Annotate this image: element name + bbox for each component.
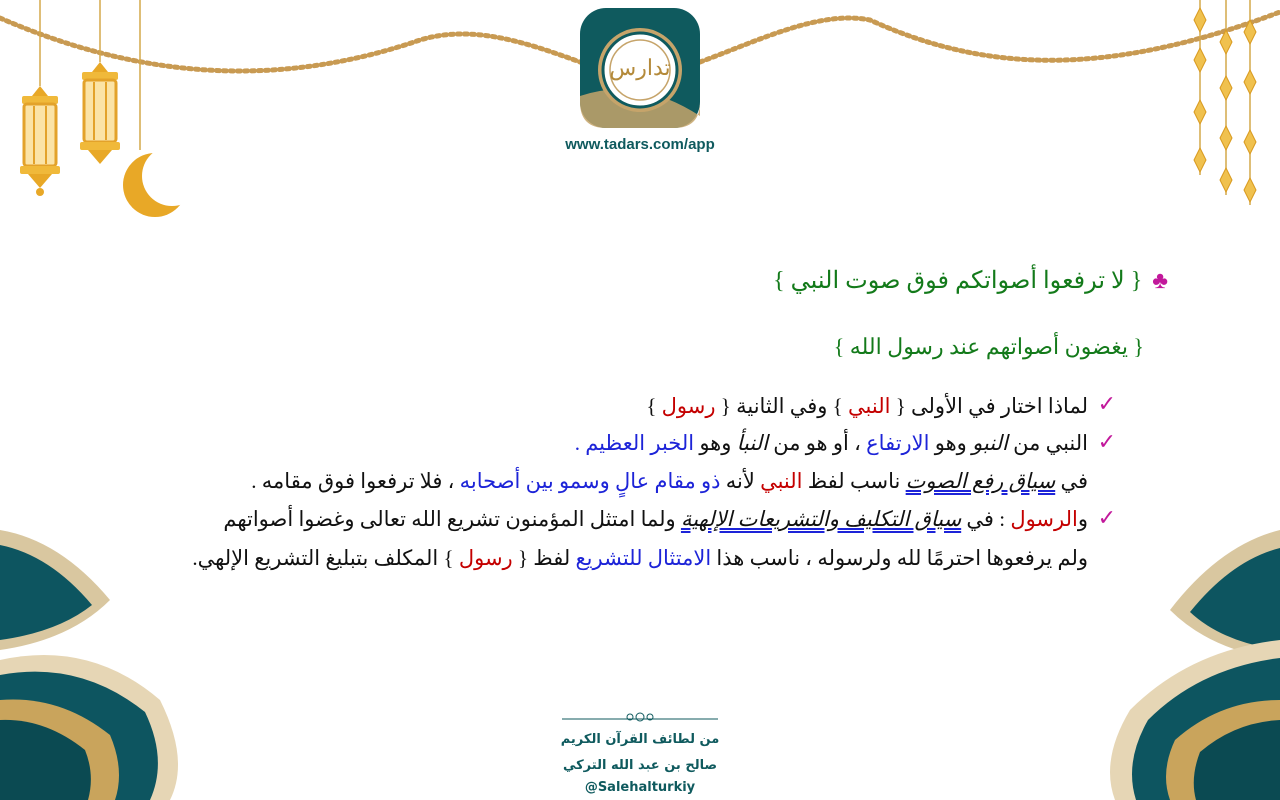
text-segment: } [646,394,657,418]
text-segment: وهو [699,431,732,455]
text-segment: ، فلا ترفعوا فوق مقامه . [251,469,455,493]
logo-text: تدارس [609,56,671,81]
italic-term: النبو [972,431,1008,455]
point-2-continued [251,469,1088,494]
verse-1 [773,266,1168,295]
highlight-rasul: رسول [458,546,513,570]
text-segment: لماذا اختار في الأولى { [895,394,1088,418]
highlight-irtifa: الارتفاع [866,431,930,455]
point-3 [223,507,1088,532]
text-segment: ناسب لفظ [807,469,901,493]
highlight-imtithal: الامتثال للتشريع [575,546,712,570]
text-segment: . [574,431,580,455]
text-segment: ، أو هو من [773,431,861,455]
footer-author-handle[interactable]: @Salehalturkiy [584,780,696,795]
text-segment: لفظ { [517,546,571,570]
floral-ornament-left [0,530,178,800]
site-url-link[interactable]: www.tadars.com/app [565,136,715,153]
highlight-rasul: رسول [661,394,716,418]
garland-left [0,18,580,71]
app-logo[interactable] [578,6,702,130]
garland-right [700,12,1280,62]
crescent-moon-icon [123,146,202,217]
text-segment: : في [966,507,1006,531]
point-2 [575,431,1088,456]
text-segment: النبي من [1013,431,1088,455]
verse-2: { يغضون أصواتهم عند رسول الله } [833,334,1144,359]
lantern-icon [80,62,120,164]
highlight-nabi: النبي [848,394,891,418]
underlined-term: سياق رفع الصوت [905,469,1056,493]
point-1 [646,394,1088,419]
text-segment: في [1060,469,1088,493]
footer-series-title: من لطائف القرآن الكريم [560,732,720,747]
checkmark-icon: ✓ [1097,392,1116,417]
highlight-nabi: النبي [760,469,803,493]
checkmark-icon: ✓ [1097,430,1116,455]
lantern-icon [20,86,60,196]
footer-author-name: صالح بن عبد الله التركي [562,758,718,773]
text-segment: وهو [934,431,967,455]
text-segment: ولما امتثل المؤمنون تشريع الله تعالى وغضوا أصواتهم [223,507,676,531]
text-segment: لأنه [725,469,755,493]
verse-1-text: { لا ترفعوا أصواتكم فوق صوت النبي } [773,268,1143,294]
highlight-rasul: الرسول [1010,507,1078,531]
italic-term: النبأ [736,431,768,455]
underlined-term: سياق التكليف والتشريعات الإلهية [680,507,962,531]
text-segment: } المكلف بتبليغ التشريع الإلهي. [192,546,454,570]
footer-divider [562,713,718,721]
point-3-continued [192,546,1088,571]
text-segment: ولم يرفعوها احترمًا لله ولرسوله ، ناسب هذا [716,546,1088,570]
floral-ornament-right [1110,530,1280,800]
checkmark-icon: ✓ [1097,506,1116,531]
text-segment: } وفي الثانية { [720,394,843,418]
highlight-khabar: الخبر العظيم [585,431,695,455]
text-segment: و [1077,507,1088,531]
club-icon: ♣ [1152,268,1168,294]
highlight-status: ذو مقام عالٍ وسمو بين أصحابه [459,469,721,493]
